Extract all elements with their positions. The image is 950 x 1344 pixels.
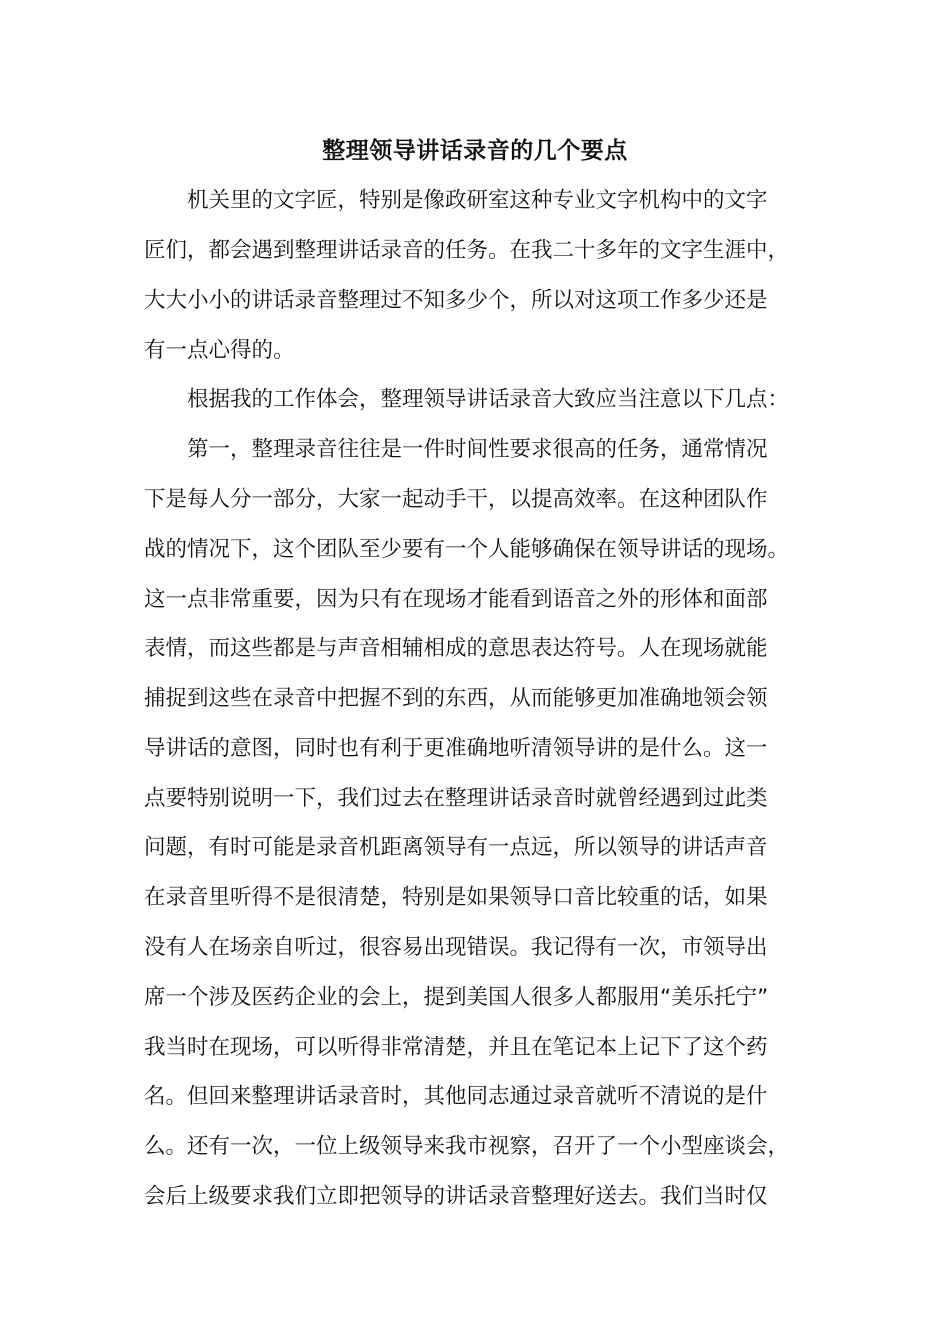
paragraph-line: 导讲话的意图，同时也有利于更准确地听清领导讲的是什么。这一 <box>144 736 768 761</box>
paragraph-line: 有一点心得的。 <box>144 338 295 363</box>
paragraph-line: 捕捉到这些在录音中把握不到的东西，从而能够更加准确地领会领 <box>144 686 768 711</box>
paragraph-line: 战的情况下，这个团队至少要有一个人能够确保在领导讲话的现场。 <box>144 537 790 562</box>
paragraph-line: 匠们，都会遇到整理讲话录音的任务。在我二十多年的文字生涯中， <box>144 238 790 263</box>
paragraph-line: 我当时在现场，可以听得非常清楚，并且在笔记本上记下了这个药 <box>144 1035 768 1060</box>
paragraph-line: 没有人在场亲自听过，很容易出现错误。我记得有一次，市领导出 <box>144 935 768 960</box>
paragraph-line: 机关里的文字匠，特别是像政研室这种专业文字机构中的文字 <box>187 188 768 213</box>
paragraph-line: 根据我的工作体会，整理领导讲话录音大致应当注意以下几点： <box>187 387 790 412</box>
paragraph-line: 这一点非常重要，因为只有在现场才能看到语音之外的形体和面部 <box>144 587 768 612</box>
paragraph-line: 么。还有一次，一位上级领导来我市视察，召开了一个小型座谈会， <box>144 1134 790 1159</box>
paragraph-line: 会后上级要求我们立即把领导的讲话录音整理好送去。我们当时仅 <box>144 1184 768 1209</box>
paragraph-line: 席一个涉及医药企业的会上，提到美国人很多人都服用“美乐托宁” <box>144 985 769 1010</box>
paragraph-line: 下是每人分一部分，大家一起动手干，以提高效率。在这种团队作 <box>144 487 768 512</box>
paragraph-line: 名。但回来整理讲话录音时，其他同志通过录音就听不清说的是什 <box>144 1084 768 1109</box>
paragraph-line: 问题，有时可能是录音机距离领导有一点远，所以领导的讲话声音 <box>144 835 768 860</box>
paragraph-line: 在录音里听得不是很清楚，特别是如果领导口音比较重的话，如果 <box>144 885 768 910</box>
paragraph-line: 表情，而这些都是与声音相辅相成的意思表达符号。人在现场就能 <box>144 636 768 661</box>
paragraph-line: 大大小小的讲话录音整理过不知多少个，所以对这项工作多少还是 <box>144 288 768 313</box>
paragraph-line: 第一，整理录音往往是一件时间性要求很高的任务，通常情况 <box>187 437 768 462</box>
document-title: 整理领导讲话录音的几个要点 <box>322 138 628 164</box>
paragraph-line: 点要特别说明一下，我们过去在整理讲话录音时就曾经遇到过此类 <box>144 786 768 811</box>
